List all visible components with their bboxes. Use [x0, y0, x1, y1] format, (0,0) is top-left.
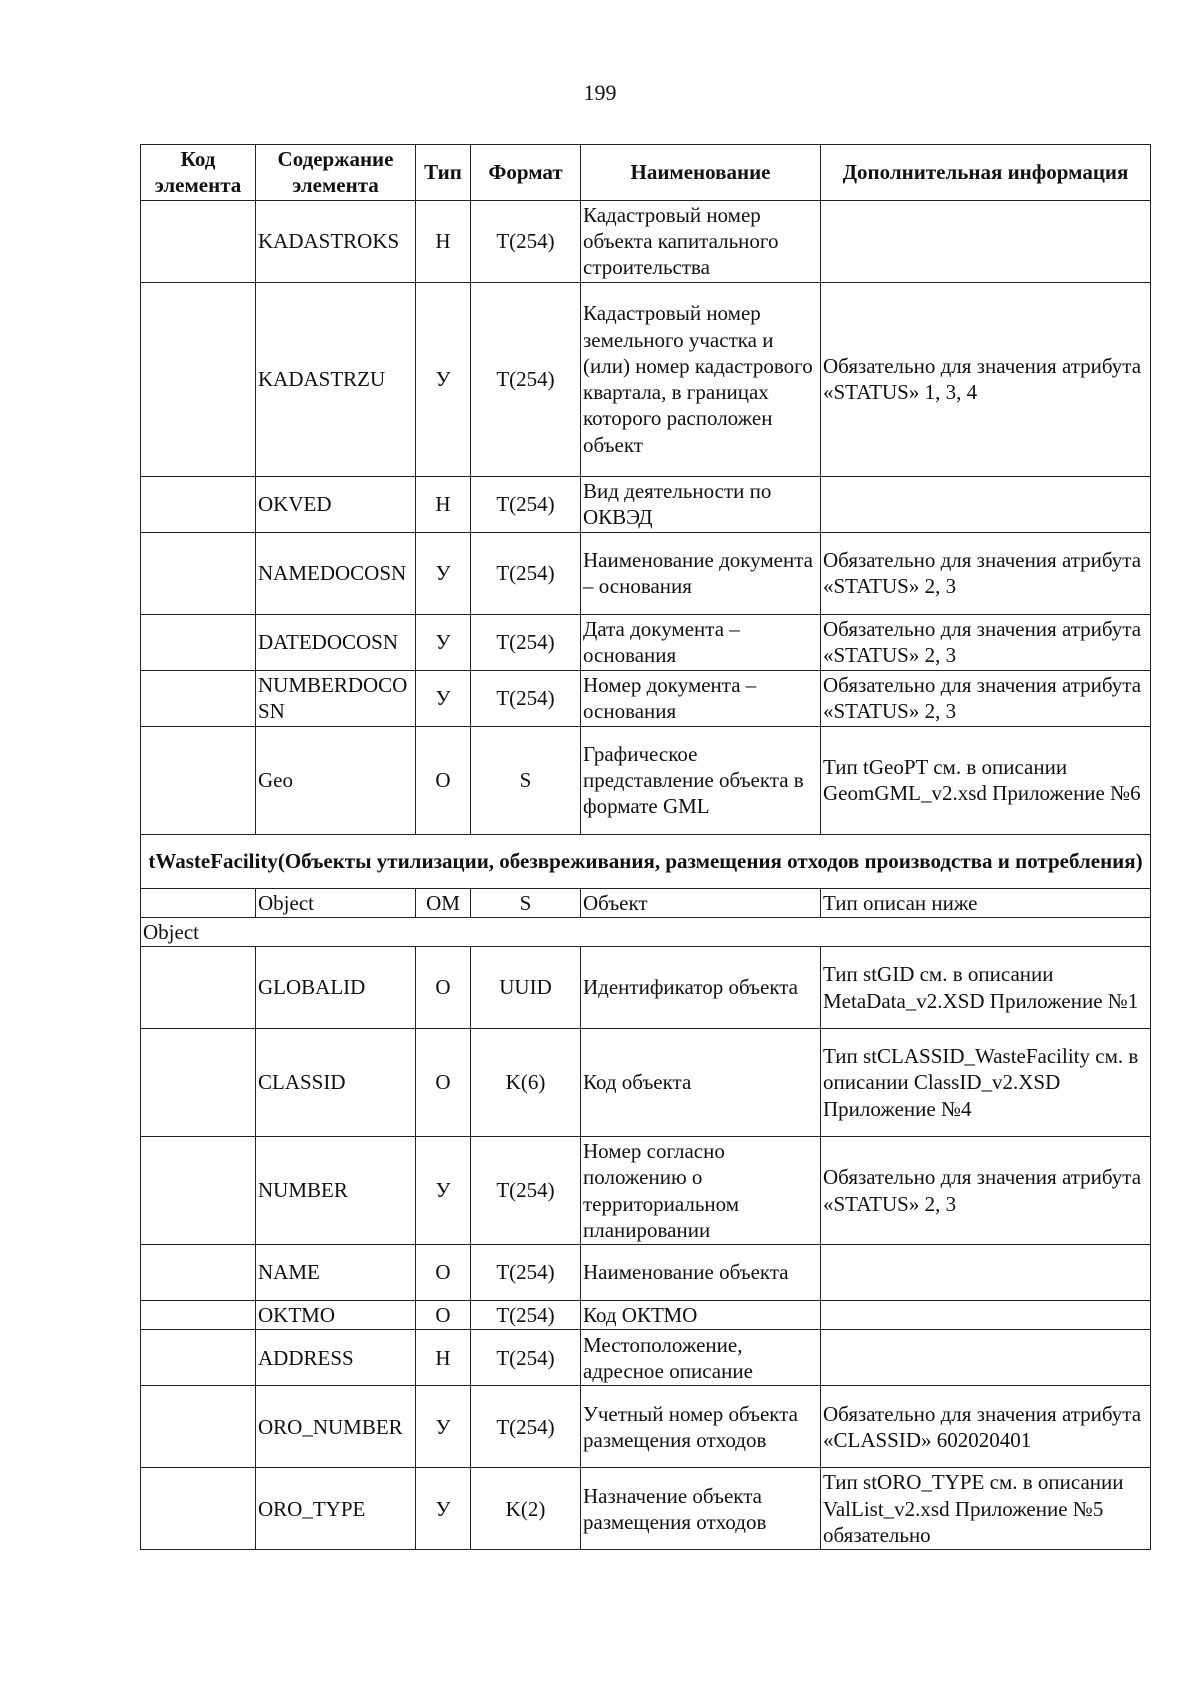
section-row [141, 834, 1151, 888]
cell-element: ADDRESS [256, 1330, 416, 1386]
cell-code [141, 670, 256, 726]
header-format: Формат [471, 145, 581, 201]
cell-type: У [416, 1137, 471, 1245]
table-row [141, 1386, 1151, 1468]
cell-format: UUID [471, 947, 581, 1029]
cell-name: Назначение объекта размещения отходов [581, 1468, 821, 1550]
cell-type: У [416, 1386, 471, 1468]
header-row [141, 145, 1151, 201]
cell-format: T(254) [471, 282, 581, 476]
header-name: Наименование [581, 145, 821, 201]
spec-table [140, 144, 1151, 1550]
cell-name: Дата документа – основания [581, 614, 821, 670]
cell-code [141, 1386, 256, 1468]
cell-type: O [416, 1245, 471, 1301]
table-row [141, 1029, 1151, 1137]
cell-extra: Обязательно для значения атрибута «STATUS» 1, 3, 4 [821, 282, 1151, 476]
table-row [141, 476, 1151, 532]
table-row [141, 726, 1151, 834]
table-row [141, 947, 1151, 1029]
cell-code [141, 888, 256, 917]
cell-element: NAMEDOCOSN [256, 532, 416, 614]
cell-element: DATEDOCOSN [256, 614, 416, 670]
cell-extra: Тип описан ниже [821, 888, 1151, 917]
cell-element: CLASSID [256, 1029, 416, 1137]
cell-type: У [416, 1468, 471, 1550]
cell-name: Код объекта [581, 1029, 821, 1137]
cell-code [141, 200, 256, 282]
cell-format: T(254) [471, 476, 581, 532]
table-row [141, 532, 1151, 614]
cell-code [141, 282, 256, 476]
cell-format: S [471, 888, 581, 917]
cell-extra: Тип stGID см. в описании MetaData_v2.XSD Приложение №1 [821, 947, 1151, 1029]
cell-name: Код ОКТМО [581, 1301, 821, 1330]
header-code: Код элемента [141, 145, 256, 201]
cell-code [141, 1245, 256, 1301]
cell-name: Номер документа – основания [581, 670, 821, 726]
section-title: tWasteFacility(Объекты утилизации, обезвреживания, размещения отходов производства и потребления) [141, 834, 1151, 888]
cell-name: Наименование документа – основания [581, 532, 821, 614]
cell-format: K(2) [471, 1468, 581, 1550]
cell-code [141, 1029, 256, 1137]
header-type: Тип [416, 145, 471, 201]
cell-code [141, 1468, 256, 1550]
cell-code [141, 1330, 256, 1386]
table-row [141, 1245, 1151, 1301]
cell-name: Вид деятельности по ОКВЭД [581, 476, 821, 532]
cell-code [141, 532, 256, 614]
table-row [141, 1137, 1151, 1245]
cell-extra: Обязательно для значения атрибута «STATUS» 2, 3 [821, 1137, 1151, 1245]
cell-name: Местоположение, адресное описание [581, 1330, 821, 1386]
cell-element: NUMBER [256, 1137, 416, 1245]
table-row [141, 614, 1151, 670]
cell-type: O [416, 1301, 471, 1330]
table-row [141, 670, 1151, 726]
cell-extra: Тип stCLASSID_WasteFacility см. в описании ClassID_v2.XSD Приложение №4 [821, 1029, 1151, 1137]
cell-type: У [416, 532, 471, 614]
cell-code [141, 614, 256, 670]
cell-format: T(254) [471, 532, 581, 614]
cell-element: KADASTROKS [256, 200, 416, 282]
cell-type: Н [416, 200, 471, 282]
cell-extra [821, 1245, 1151, 1301]
cell-extra [821, 1301, 1151, 1330]
cell-element: GLOBALID [256, 947, 416, 1029]
table-row [141, 282, 1151, 476]
cell-type: Н [416, 1330, 471, 1386]
cell-extra: Обязательно для значения атрибута «CLASSID» 602020401 [821, 1386, 1151, 1468]
object-row [141, 888, 1151, 917]
cell-name: Идентификатор объекта [581, 947, 821, 1029]
cell-element: NAME [256, 1245, 416, 1301]
cell-format: K(6) [471, 1029, 581, 1137]
cell-format: T(254) [471, 614, 581, 670]
cell-format: T(254) [471, 1386, 581, 1468]
cell-name: Наименование объекта [581, 1245, 821, 1301]
cell-type: Н [416, 476, 471, 532]
cell-element: OKTMO [256, 1301, 416, 1330]
header-extra: Дополнительная информация [821, 145, 1151, 201]
cell-element: ORO_NUMBER [256, 1386, 416, 1468]
header-content: Содержание элемента [256, 145, 416, 201]
cell-name: Номер согласно положению о территориальном планировании [581, 1137, 821, 1245]
table-row [141, 200, 1151, 282]
cell-code [141, 476, 256, 532]
cell-element: Geo [256, 726, 416, 834]
cell-code [141, 1301, 256, 1330]
cell-format: T(254) [471, 670, 581, 726]
cell-format: T(254) [471, 1330, 581, 1386]
subsection-title: Object [141, 917, 1151, 946]
cell-type: У [416, 282, 471, 476]
cell-extra: Тип stORO_TYPE см. в описании ValList_v2.xsd Приложение №5 обязательно [821, 1468, 1151, 1550]
cell-code [141, 1137, 256, 1245]
cell-extra: Обязательно для значения атрибута «STATUS» 2, 3 [821, 532, 1151, 614]
cell-name: Кадастровый номер земельного участка и (или) номер кадастрового квартала, в границах которого расположен объект [581, 282, 821, 476]
cell-extra: Обязательно для значения атрибута «STATUS» 2, 3 [821, 614, 1151, 670]
cell-format: T(254) [471, 1245, 581, 1301]
cell-name: Графическое представление объекта в формате GML [581, 726, 821, 834]
cell-code [141, 947, 256, 1029]
cell-extra: Тип tGeoPT см. в описании GeomGML_v2.xsd Приложение №6 [821, 726, 1151, 834]
cell-element: KADASTRZU [256, 282, 416, 476]
cell-extra [821, 200, 1151, 282]
cell-extra [821, 1330, 1151, 1386]
cell-type: O [416, 1029, 471, 1137]
cell-element: NUMBERDOCOSN [256, 670, 416, 726]
cell-name: Кадастровый номер объекта капитального строительства [581, 200, 821, 282]
cell-extra: Обязательно для значения атрибута «STATUS» 2, 3 [821, 670, 1151, 726]
cell-format: S [471, 726, 581, 834]
cell-element: OKVED [256, 476, 416, 532]
cell-type: У [416, 670, 471, 726]
cell-type: O [416, 947, 471, 1029]
cell-extra [821, 476, 1151, 532]
table-row [141, 1468, 1151, 1550]
subsection-row [141, 917, 1151, 946]
table-row [141, 1301, 1151, 1330]
cell-element: Object [256, 888, 416, 917]
cell-format: T(254) [471, 1137, 581, 1245]
table-row [141, 1330, 1151, 1386]
cell-type: OM [416, 888, 471, 917]
cell-format: T(254) [471, 200, 581, 282]
page-number: 199 [583, 80, 617, 105]
cell-name: Объект [581, 888, 821, 917]
cell-format: T(254) [471, 1301, 581, 1330]
cell-type: У [416, 614, 471, 670]
cell-element: ORO_TYPE [256, 1468, 416, 1550]
cell-name: Учетный номер объекта размещения отходов [581, 1386, 821, 1468]
cell-code [141, 726, 256, 834]
cell-type: O [416, 726, 471, 834]
